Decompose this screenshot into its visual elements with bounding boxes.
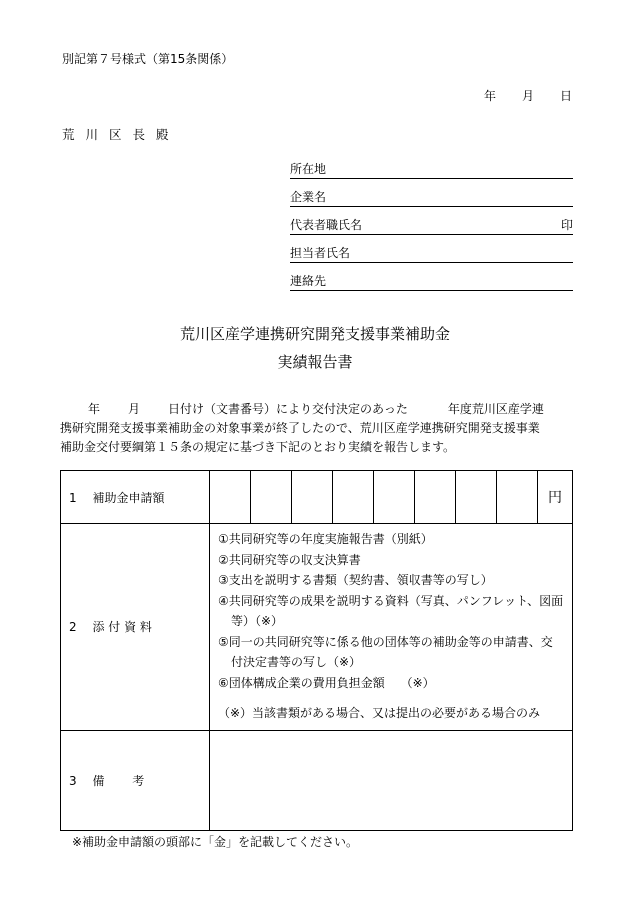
amount-digit-cell[interactable] — [251, 471, 292, 524]
amount-digit-cell[interactable] — [456, 471, 497, 524]
company-label: 企業名 — [290, 190, 327, 204]
remarks-row — [61, 730, 573, 830]
amount-digit-cell[interactable] — [210, 471, 251, 524]
amount-digit-cell[interactable] — [415, 471, 456, 524]
representative-label: 代表者職氏名 — [290, 218, 363, 232]
amount-digit-cell[interactable] — [497, 471, 538, 524]
body-line1-mid: 日付け（文書番号）により交付決定のあった — [168, 402, 408, 416]
form-number: 別記第７号様式（第15条関係） — [62, 52, 234, 66]
report-body — [60, 400, 575, 457]
attachment-item: ④共同研究等の成果を説明する資料（写真、パンフレット、図面等）（※） — [218, 593, 564, 628]
remarks-label: 3 備 考 — [61, 730, 210, 830]
document-title-line1: 荒川区産学連携研究開発支援事業補助金 — [179, 325, 450, 343]
amount-digit-cell[interactable] — [374, 471, 415, 524]
document-title-line2: 実績報告書 — [277, 353, 353, 371]
amount-label: 1 補助金申請額 — [61, 471, 210, 524]
addressee: 荒川区長殿 — [62, 127, 180, 142]
contact-label: 連絡先 — [290, 274, 327, 288]
attachments-list — [210, 524, 573, 731]
attachments-row — [61, 524, 573, 731]
address-label: 所在地 — [290, 162, 327, 176]
attachment-item: ⑥団体構成企業の費用負担金額 （※） — [218, 675, 435, 690]
body-line-1 — [60, 400, 575, 419]
attachment-item: ③支出を説明する書類（契約書、領収書等の写し） — [218, 573, 493, 587]
body-line1-end: 年度荒川区産学連 — [447, 402, 544, 416]
amount-row — [61, 471, 573, 524]
date-year-label: 年 — [484, 89, 497, 103]
amount-digit-cell[interactable] — [333, 471, 374, 524]
body-line-2: 携研究開発支援事業補助金の対象事業が終了したので、荒川区産学連携研究開発支援事業 — [60, 421, 540, 435]
attachments-label: 2 添 付 資 料 — [61, 524, 210, 731]
seal-label: 印 — [560, 218, 573, 232]
amount-digit-cell[interactable] — [292, 471, 333, 524]
date-month-label: 月 — [522, 89, 535, 103]
body-month-label: 月 — [127, 402, 140, 416]
attachment-item: ①共同研究等の年度実施報告書（別紙） — [218, 532, 433, 546]
remarks-field[interactable] — [210, 730, 573, 830]
body-year-label: 年 — [87, 402, 100, 416]
attachment-note: （※）当該書類がある場合、又は提出の必要がある場合のみ — [218, 706, 541, 720]
contact-person-field[interactable] — [290, 242, 573, 263]
body-line-3: 補助金交付要綱第１５条の規定に基づき下記のとおり実績を報告します。 — [60, 440, 456, 454]
footnote: ※補助金申請額の頭部に「金」を記載してください。 — [72, 835, 359, 849]
representative-field[interactable] — [290, 214, 573, 235]
contact-field[interactable] — [290, 270, 573, 291]
currency-unit: 円 — [538, 471, 573, 524]
report-table — [60, 470, 573, 831]
date-day-label: 日 — [560, 89, 573, 103]
attachment-item: ⑤同一の共同研究等に係る他の団体等の補助金等の申請書、交付決定書等の写し（※） — [218, 634, 553, 669]
address-field[interactable] — [290, 158, 573, 179]
attachment-item: ②共同研究等の収支決算書 — [218, 552, 361, 567]
contact-person-label: 担当者氏名 — [290, 246, 351, 260]
company-field[interactable] — [290, 186, 573, 207]
